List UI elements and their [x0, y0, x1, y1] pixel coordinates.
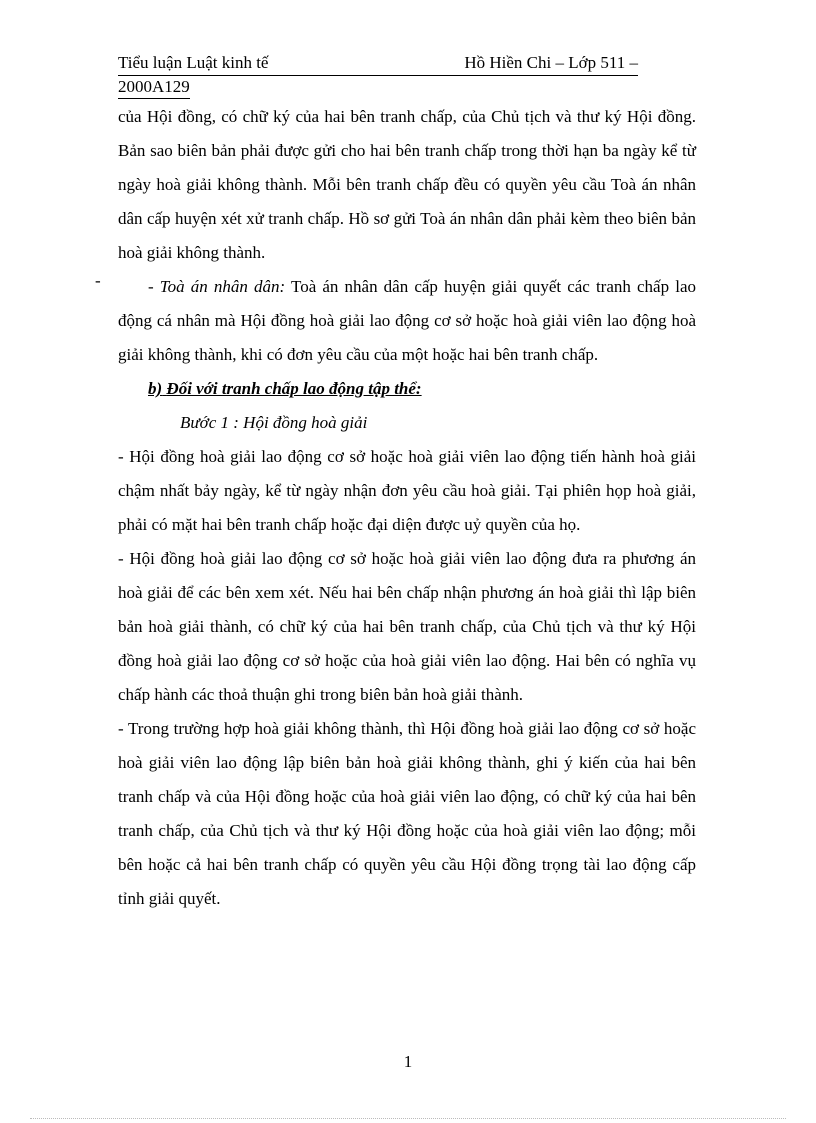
- paragraph-2-label: - Toà án nhân dân:: [148, 277, 286, 296]
- paragraph-1: của Hội đồng, có chữ ký của hai bên tranh chấp, của Chủ tịch và thư ký Hội đồng. Bản sao biên bản phải được gửi cho hai bên tranh chấp trong thời hạn ba ngày kể từ ngày hoà giải không thành. Mỗi bên tranh chấp đều có quyền yêu cầu Toà án nhân dân cấp huyện xét xử tranh chấp. Hồ sơ gửi Toà án nhân dân phải kèm theo biên bản hoà giải không thành.: [118, 107, 696, 262]
- paragraph-5: - Trong trường hợp hoà giải không thành, thì Hội đồng hoà giải lao động cơ sở hoặc hoà giải viên lao động lập biên bản hoà giải không thành, ghi ý kiến của hai bên tranh chấp và của Hội đồng hoặc của hoà giải viên lao động, có chữ ký của hai bên tranh chấp, của Chủ tịch và thư ký Hội đồng hoặc của hoà giải viên lao động; mỗi bên hoặc cả hai bên tranh chấp có quyền yêu cầu Hội đồng trọng tài lao động cấp tỉnh giải quyết.: [118, 719, 696, 908]
- margin-bullet: -: [95, 271, 101, 290]
- step-title: Bước 1 : Hội đồng hoà giải: [180, 413, 368, 432]
- section-heading: [118, 372, 696, 406]
- header-title: Tiểu luận Luật kinh tế: [118, 53, 269, 72]
- header-row: [118, 52, 638, 76]
- section-heading-text: Đối với tranh chấp lao động tập thể:: [166, 379, 422, 398]
- page-number: 1: [403, 1052, 413, 1071]
- page-header: [118, 52, 638, 99]
- paragraph-4: - Hội đồng hoà giải lao động cơ sở hoặc hoà giải viên lao động đưa ra phương án hoà giải để các bên xem xét. Nếu hai bên chấp nhận phương án hoà giải thì lập biên bản hoà giải thành, có chữ ký của hai bên tranh chấp, của Chủ tịch và thư ký Hội đồng hoà giải lao động cơ sở hoặc của hoà giải viên lao động. Hai bên có nghĩa vụ chấp hành các thoả thuận ghi trong biên bản hoà giải thành.: [118, 549, 696, 704]
- paragraph-2-text: Toà án nhân dân cấp huyện giải quyết các tranh chấp lao động cá nhân mà Hội đồng hoà giải lao động cơ sở hoặc hoà giải viên lao động hoà giải không thành, khi có đơn yêu cầu của một hoặc hai bên tranh chấp.: [118, 277, 696, 364]
- paragraph-2: [118, 270, 696, 372]
- document-body: [118, 100, 696, 916]
- section-heading-lead: b): [148, 379, 163, 398]
- header-author: Hồ Hiền Chi – Lớp 511 –: [464, 53, 638, 72]
- page-bottom-divider: [30, 1118, 786, 1119]
- header-class-code: 2000A129: [118, 76, 190, 99]
- paragraph-3: - Hội đồng hoà giải lao động cơ sở hoặc hoà giải viên lao động tiến hành hoà giải chậm nhất bảy ngày, kể từ ngày nhận đơn yêu cầu hoà giải. Tại phiên họp hoà giải, phải có mặt hai bên tranh chấp hoặc đại diện được uỷ quyền của họ.: [118, 447, 696, 534]
